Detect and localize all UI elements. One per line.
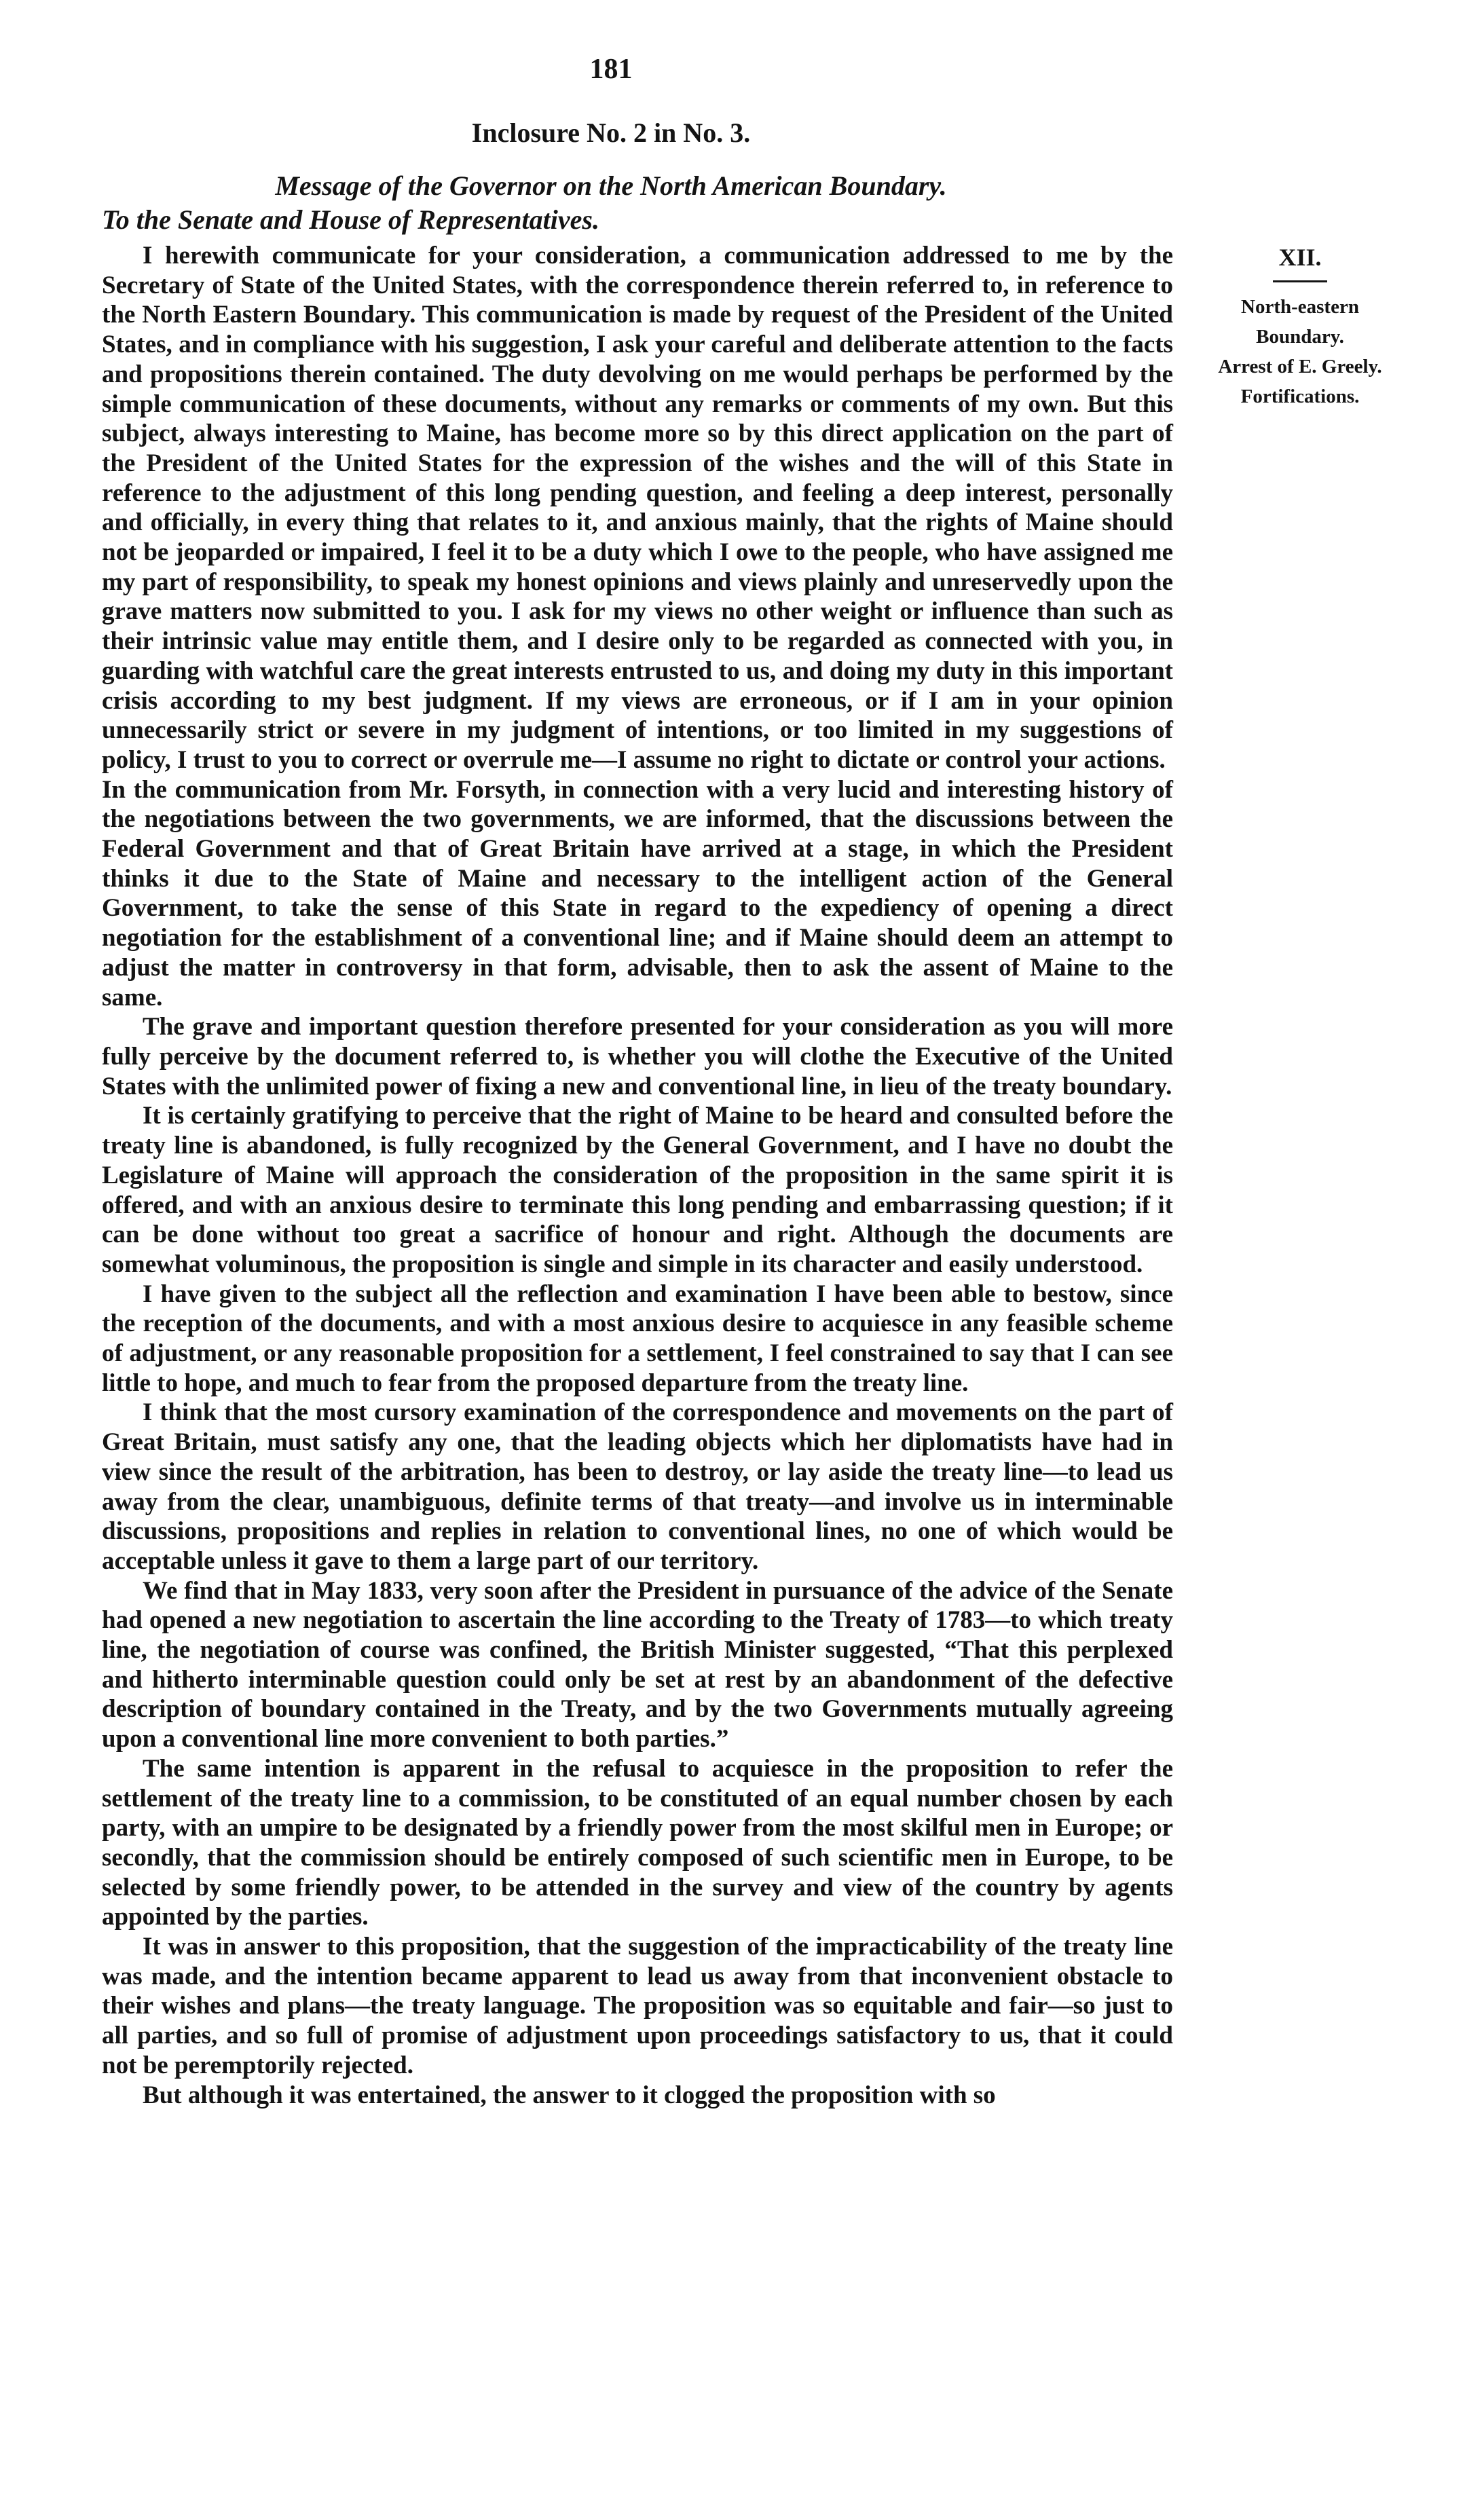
paragraph: The grave and important question therefore presented for your consideration as you will more fully perceive by the document referred to, is whether you will clothe the Executive of the United States with the unlimited power of fixing a new and conventional line, in lieu of the treaty boundary.	[102, 1013, 1173, 1100]
paragraph: In the communication from Mr. Forsyth, in connection with a very lucid and interesting history of the negotiations between the two governments, we are informed, that the discussions between the Federal Government and that of Great Britain have arrived at a stage, in which the President thinks it due to the State of Maine and necessary to the intelligent action of the General Government, to take the sense of this State in regard to the expediency of opening a direct negotiation for the establishment of a conventional line; and if Maine should deem an attempt to adjust the matter in controversy in that form, advisable, then to ask the assent of Maine to the same.	[102, 775, 1173, 1011]
paragraph: I herewith communicate for your consideration, a communication addressed to me by the Secretary of State of the United States, with the correspondence therein referred to, in reference to the North Eastern Boundary. This communication is made by request of the President of the United States, and in compliance with his suggestion, I ask your careful and deliberate attention to the facts and propositions therein contained. The duty devolving on me would perhaps be performed by the simple communication of these documents, without any remarks or comments of my own. But this subject, always interesting to Maine, has become more so by this direct application on the part of the President of the United States for the expression of the wishes and the will of this State in reference to the adjustment of this long pending question, and feeling a deep interest, personally and officially, in every thing that relates to it, and anxious mainly, that the rights of Maine should not be jeoparded or impaired, I feel it to be a duty which I owe to the people, who have assigned me my part of responsibility, to speak my honest opinions and views plainly and unreservedly upon the grave matters now submitted to you. I ask for my views no other weight or influence than such as their intrinsic value may entitle them, and I desire only to be regarded as connected with you, in guarding with watchful care the great interests entrusted to us, and doing my duty in this important crisis according to my best judgment. If my views are erroneous, or if I am in your opinion unnecessarily strict or severe in my judgment of intentions, or too limited in my suggestions of policy, I trust to you to correct or overrule me—I assume no right to dictate or control your actions.	[102, 242, 1173, 774]
paragraph: We find that in May 1833, very soon after the President in pursuance of the advice of the Senate had opened a new negotiation to ascertain the line according to the Treaty of 1783—to which treaty line, the negotiation of course was confined, the British Minister suggested, “That this perplexed and hitherto interminable question could only be set at rest by an abandonment of the defective description of boundary contained in the Treaty, and by the two Governments mutually agreeing upon a conventional line more convenient to both parties.”	[102, 1576, 1173, 1753]
body-text	[102, 241, 1173, 2110]
message-title: Message of the Governor on the North American Boundary.	[275, 170, 947, 201]
paragraph: I have given to the subject all the reflection and examination I have been able to bestow, since the reception of the documents, and with a most anxious desire to acquiesce in any feasible scheme of adjustment, or any reasonable proposition for a settlement, I feel constrained to say that I can see little to hope, and much to fear from the proposed departure from the treaty line.	[102, 1280, 1173, 1397]
margin-divider	[1273, 280, 1327, 282]
paragraph: But although it was entertained, the answer to it clogged the proposition with so	[143, 2081, 996, 2109]
margin-section-number: XII.	[1278, 244, 1322, 271]
margin-subtopic: Arrest of E. Greely.	[1218, 356, 1382, 377]
paragraph: It is certainly gratifying to perceive that the right of Maine to be heard and consulted before the treaty line is abandoned, is fully recognized by the General Government, and I have no doubt the Legislature of Maine will approach the consideration of the proposition in the same spirit it is offered, and with an anxious desire to terminate this long pending and embarrassing question; if it can be done without too great a sacrifice of honour and right. Although the documents are somewhat voluminous, the proposition is single and simple in its character and easily understood.	[102, 1102, 1173, 1278]
margin-subtopic: Fortifications.	[1240, 386, 1360, 407]
addressee: To the Senate and House of Representatives.	[102, 204, 599, 235]
margin-notes	[1195, 242, 1405, 411]
page-number: 181	[589, 54, 633, 85]
inclosure-heading: Inclosure No. 2 in No. 3.	[471, 117, 751, 148]
paragraph: It was in answer to this proposition, that the suggestion of the impracticability of the treaty line was made, and the intention became apparent to lead us away from that inconvenient obstacle to their wishes and plans—the treaty language. The proposition was so equitable and fair—so just to all parties, and so full of promise of adjustment upon proceedings satisfactory to us, that it could not be peremptorily rejected.	[102, 1933, 1173, 2079]
paragraph: The same intention is apparent in the refusal to acquiesce in the proposition to refer the settlement of the treaty line to a commission, to be constituted of an equal number chosen by each party, with an umpire to be designated by a friendly power from the most skilful men in Europe; or secondly, that the commission should be entirely composed of such scientific men in Europe, to be selected by some friendly power, to be attended in the survey and view of the country by agents appointed by the parties.	[102, 1754, 1173, 1931]
margin-topic: North-eastern Boundary.	[1241, 296, 1359, 348]
paragraph: I think that the most cursory examination of the correspondence and movements on the part of Great Britain, must satisfy any one, that the leading objects which her diplomatists have had in view since the result of the arbitration, has been to destroy, or lay aside the treaty line—to lead us away from the clear, unambiguous, definite terms of that treaty—and involve us in interminable discussions, propositions and replies in relation to conventional lines, no one of which would be acceptable unless it gave to them a large part of our territory.	[102, 1398, 1173, 1575]
